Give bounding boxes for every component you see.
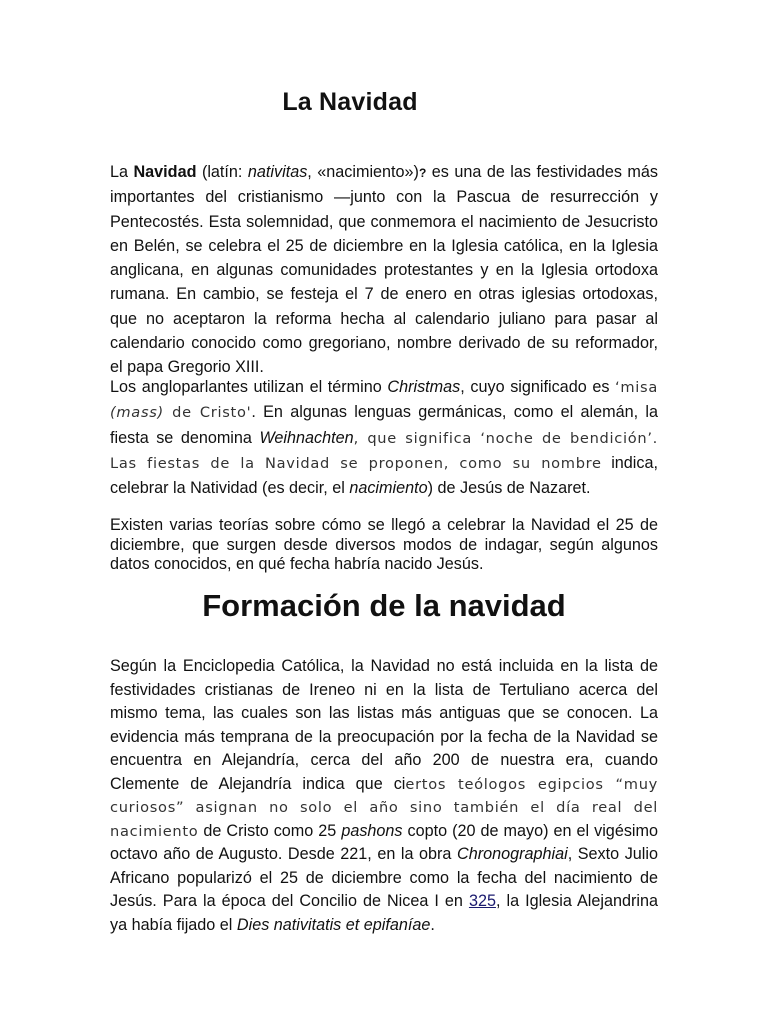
text: Los angloparlantes utilizan el término bbox=[110, 378, 388, 396]
text: . En algunas lenguas germánicas, como el alemán, la fiesta se denomina bbox=[110, 403, 658, 447]
paragraph-theories: Existen varias teorías sobre cómo se llegó a celebrar la Navidad el 25 de diciembre, que surgen desde diversos modos de indagar, según algunos datos conocidos, en qué fecha habría nacido Jesús. bbox=[110, 516, 658, 573]
italic-term: (mass) bbox=[110, 404, 164, 422]
paragraph-intro bbox=[110, 160, 658, 380]
light-text: ertos teólogos egipcios “muy curiosos” asignan no solo el año sino también el día real del nacimiento bbox=[110, 775, 659, 840]
italic-term: Chronographiai bbox=[457, 845, 568, 863]
text: indica, celebrar la Natividad (es decir, el bbox=[110, 453, 658, 498]
text: Según la Enciclopedia Católica, la Navidad no está incluida en la lista de festividades cristianas de Ireneo ni en la lista de Tertuliano acerca del mismo tema, las cuales son las listas más antiguas que se conocen. La evidencia más temprana de la preocupación por la fecha de la Navidad se encuentra en Alejandría, cerca del año 200 de nuestra era, cuando Clemente de Alejandría indica que ci bbox=[110, 657, 658, 793]
italic-term: Christmas bbox=[387, 378, 461, 396]
text: ) de Jesús de Nazaret. bbox=[427, 479, 591, 498]
text: La bbox=[110, 163, 134, 181]
question-mark-glyph: ? bbox=[418, 166, 427, 180]
bold-term: Navidad bbox=[133, 163, 197, 181]
italic-term: nacimiento bbox=[349, 479, 428, 498]
light-text: ‘misa bbox=[615, 379, 659, 396]
italic-term: Weihnachten bbox=[259, 428, 354, 447]
text: es una de las festividades más importantes del cristianismo —junto con la Pascua de resurrección y Pentecostés. Esta solemnidad, que conmemora el nacimiento de Jesucristo en Belén, se celebra el 25 de diciembre en la Iglesia católica, en la Iglesia anglicana, en algunas comunidades protestantes y en la Iglesia ortodoxa rumana. En cambio, se festeja el 7 de enero en otras iglesias ortodoxas, que no aceptaron la reforma hecha al calendario juliano para pasar al calendario conocido como gregoriano, nombre derivado de su reformador, el papa Gregorio XIII. bbox=[110, 163, 658, 377]
text: de Cristo como 25 bbox=[198, 821, 342, 840]
italic-term: Dies nativitatis et epifaníae bbox=[236, 915, 431, 934]
italic-term: pashons bbox=[341, 821, 403, 840]
text: , la Iglesia Alejandrina ya había fijado el bbox=[110, 892, 658, 934]
paragraph-christmas bbox=[110, 375, 658, 500]
light-text: de Cristo' bbox=[163, 404, 252, 422]
text: copto (20 de mayo) en el vigésimo octavo año de Augusto. Desde 221, en la obra bbox=[110, 821, 658, 863]
light-text: , que significa ‘noche de bendición’. Las fiestas de la Navidad se proponen, como su nombre bbox=[110, 429, 658, 472]
text: . bbox=[430, 915, 435, 934]
text: , «nacimiento») bbox=[307, 163, 419, 181]
paragraph-formation bbox=[110, 655, 658, 937]
text: , cuyo significado es bbox=[460, 378, 616, 396]
text: , Sexto Julio Africano popularizó el 25 de diciembre como la fecha del nacimiento de Jesús. Para la época del Concilio de Nicea I en bbox=[110, 845, 658, 910]
section-heading: Formación de la navidad bbox=[202, 588, 566, 623]
text: (latín: bbox=[196, 163, 248, 181]
italic-term: nativitas bbox=[247, 163, 308, 181]
year-link[interactable]: 325 bbox=[468, 892, 496, 910]
page-title: La Navidad bbox=[282, 88, 418, 116]
